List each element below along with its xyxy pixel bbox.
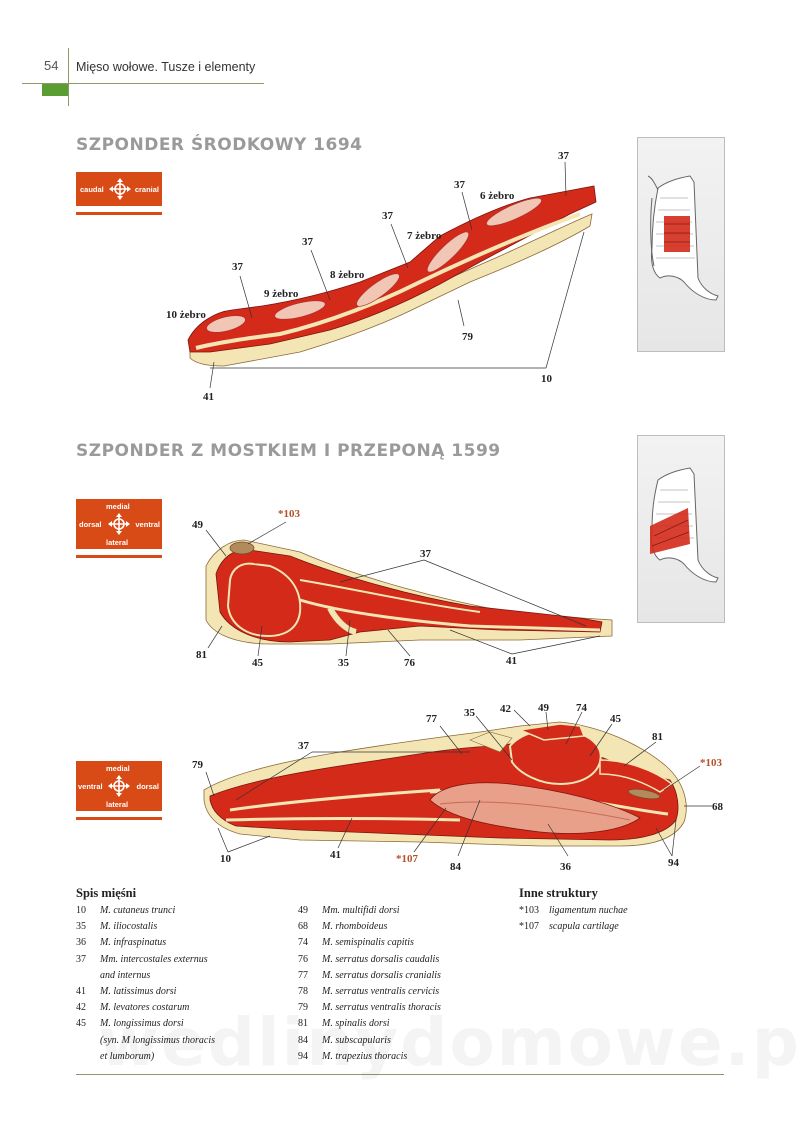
orient-bottom-label: lateral [106,800,129,809]
section2-title: SZPONDER Z MOSTKIEM I PRZEPONĄ 1599 [76,441,501,461]
legend-item-name: M. longissimus dorsi [100,1018,184,1030]
legend-item-number: 79 [298,1002,308,1014]
legend-item-name: M. subscapularis [322,1034,391,1046]
legend-item-number: 37 [76,953,86,965]
label-37: 37 [302,236,313,248]
label-37: 37 [382,210,393,222]
page-number: 54 [44,58,59,73]
label-81: 81 [652,731,663,743]
legend-item-number: 94 [298,1050,308,1062]
legend-item [298,952,508,968]
legend-item-name: M. latissimus dorsi [100,986,177,998]
orient-top-label: medial [106,502,130,511]
legend-item-number [76,1049,100,1065]
legend-item-number: 36 [76,937,86,949]
legend-item-name: M. serratus dorsalis caudalis [322,953,440,965]
orient-left-label: caudal [80,185,104,194]
label-81: 81 [196,649,207,661]
label-10: 10 [541,373,552,385]
label-77: 77 [426,713,437,725]
section1-title: SZPONDER ŚRODKOWY 1694 [76,135,363,155]
label-45: 45 [610,713,621,725]
legend-item-name: M. semispinalis capitis [322,937,414,949]
legend-item-name: M. serratus ventralis thoracis [322,1002,441,1014]
legend-item-number: 10 [76,905,86,916]
legend-item [519,903,719,919]
label-107: *107 [396,853,418,865]
legend-item-name: M. serratus dorsalis cranialis [322,969,441,981]
label-rib-6: 6 żebro [480,190,515,202]
legend-item-name: ligamentum nuchae [549,905,628,916]
label-35: 35 [464,707,475,719]
other-structures-heading: Inne struktury [519,886,598,900]
legend-item [298,984,508,1000]
legend-item-name: M. levatores costarum [100,1002,190,1014]
legend-item [76,919,286,935]
legend-item-number [76,1033,100,1049]
legend-item-name: M. serratus ventralis cervicis [322,986,440,998]
orient-right-label: ventral [135,520,160,529]
legend-item-number: 42 [76,1002,86,1014]
legend-item-name: M. spinalis dorsi [322,1018,390,1030]
orient-right-label: cranial [134,185,159,194]
label-37: 37 [420,548,431,560]
label-74: 74 [576,702,587,714]
legend-item [76,903,286,919]
legend-item [298,903,508,919]
label-35: 35 [338,657,349,669]
legend-item-name: (syn. M longissimus thoracis [100,1034,215,1046]
orient-top-label: medial [106,764,130,773]
orient-bottom-label: lateral [106,538,129,547]
legend-item-number: 76 [298,953,308,965]
orient-left-label: ventral [78,782,103,791]
label-41: 41 [506,655,517,667]
legend-item-name: scapula cartilage [549,921,619,933]
label-84: 84 [450,861,461,873]
label-94: 94 [668,857,679,869]
label-49: 49 [192,519,203,531]
label-42: 42 [500,703,511,715]
legend-item-name: and internus [100,969,151,981]
legend-item-name: Mm. intercostales externus [100,953,208,965]
legend-item-number: 77 [298,969,308,981]
label-10: 10 [220,853,231,865]
legend-item-number: 68 [298,921,308,933]
label-49: 49 [538,702,549,714]
label-103: *103 [700,757,722,769]
legend-item-name: M. iliocostalis [100,921,158,933]
legend-item [298,935,508,951]
label-68: 68 [712,801,723,813]
legend-item-name: et lumborum) [100,1050,155,1062]
legend-item-name: Mm. multifidi dorsi [322,905,400,916]
legend-item-number [76,968,100,984]
legend-item-number: 45 [76,1018,86,1030]
label-37: 37 [232,261,243,273]
label-37: 37 [298,740,309,752]
other-structures-list [519,903,719,935]
label-rib-10: 10 żebro [166,309,206,321]
label-rib-8: 8 żebro [330,269,365,281]
label-36: 36 [560,861,571,873]
brisket-with-diaphragm-shape [204,722,686,846]
legend-item [76,952,286,968]
orient-left-label: dorsal [79,520,102,529]
label-79: 79 [462,331,473,343]
label-79: 79 [192,759,203,771]
label-rib-7: 7 żebro [407,230,442,242]
legend-item-name: M. rhomboideus [322,921,388,933]
muscles-heading: Spis mięśni [76,886,137,900]
label-103: *103 [278,508,300,520]
legend-item [76,935,286,951]
legend-item-number: 78 [298,986,308,998]
legend-item-number: 35 [76,921,86,933]
label-41: 41 [203,391,214,403]
header-title: Mięso wołowe. Tusze i elementy [76,60,256,74]
legend-item [298,968,508,984]
legend-item-number: *107 [519,921,539,933]
label-rib-9: 9 żebro [264,288,299,300]
legend-item-number: 74 [298,937,308,949]
legend-item-number: 81 [298,1018,308,1030]
label-76: 76 [404,657,415,669]
legend-item [76,968,286,984]
legend-item-number: 84 [298,1034,308,1046]
label-41: 41 [330,849,341,861]
legend-item [519,919,719,935]
legend-item-number: 49 [298,905,308,916]
label-37: 37 [454,179,465,191]
legend-item-name: M. trapezius thoracis [322,1050,408,1062]
label-45: 45 [252,657,263,669]
legend-item-number: *103 [519,905,539,916]
legend-item-name: M. cutaneus trunci [100,905,176,916]
label-37: 37 [558,150,569,162]
legend-item [298,919,508,935]
orient-right-label: dorsal [136,782,159,791]
legend-item-number: 41 [76,986,86,998]
legend-item-name: M. infraspinatus [100,937,167,949]
watermark [98,1004,800,1081]
legend-item [76,984,286,1000]
